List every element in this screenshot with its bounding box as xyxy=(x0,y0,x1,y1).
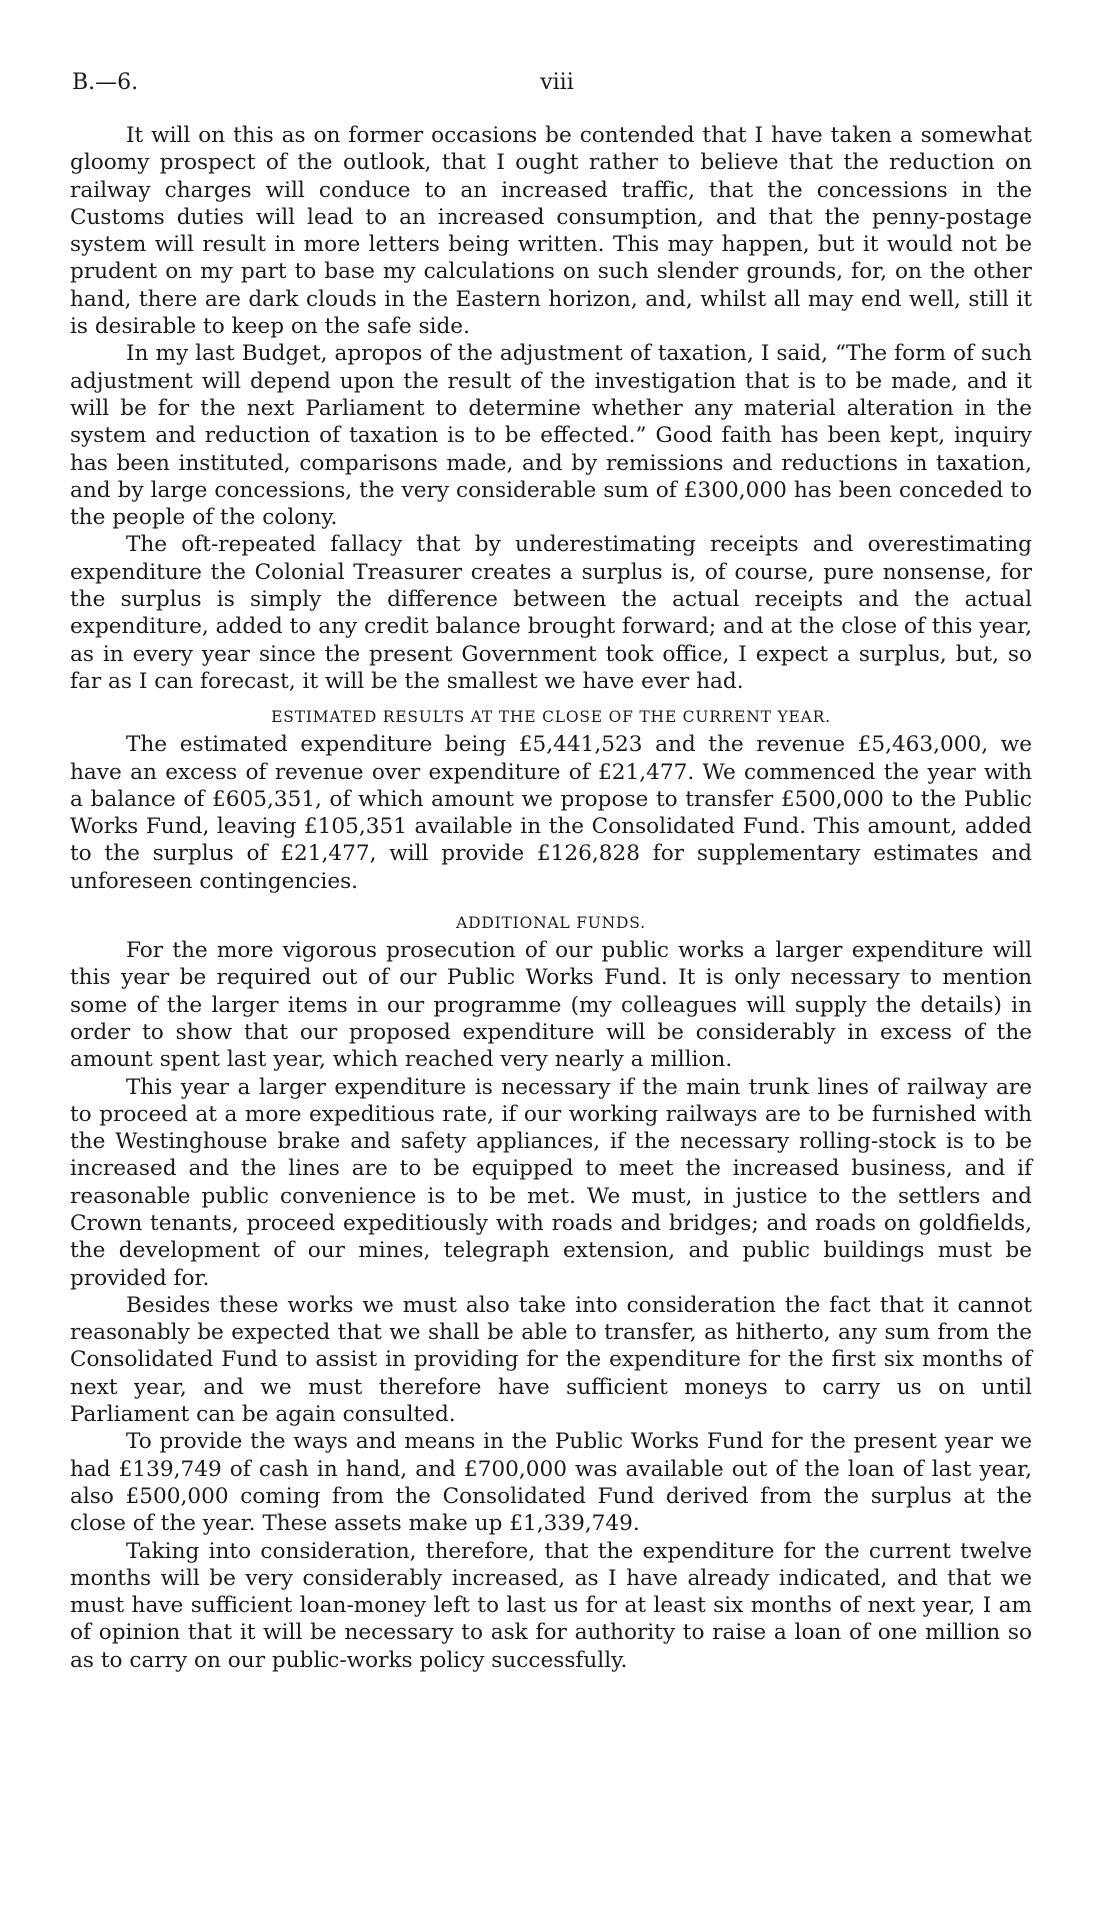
paragraph-estimated-results: The estimated expenditure being £5,441,523 and the revenue £5,463,000, we have an excess of revenue over expenditure of £21,477. We commenced the year with a balance of £605,351, of which amount we propose to transfer £500,000 to the Public Works Fund, leaving £105,351 available in the Consolidated Fund. This amount, added to the surplus of £21,477, will provide £126,828 for supplementary estimates and unforeseen contingencies. xyxy=(70,732,1032,894)
paragraph-public-works: For the more vigorous prosecution of our public works a larger expenditure will this year be required out of our Public Works Fund. It is only necessary to mention some of the larger items in our programme (my colleagues will supply the details) in order to show that our proposed expenditure will be considerably in excess of the amount spent last year, which reached very nearly a million. xyxy=(70,938,1032,1073)
page-header xyxy=(72,70,1042,100)
paragraph-ways-and-means: To provide the ways and means in the Public Works Fund for the present year we had £139,749 of cash in hand, and £700,000 was available out of the loan of last year, also £500,000 coming from the Consolidated Fund derived from the surplus at the close of the year. These assets make up £1,339,749. xyxy=(70,1429,1032,1537)
paragraph-outlook: It will on this as on former occasions be contended that I have taken a somewhat gloomy prospect of the outlook, that I ought rather to believe that the reduction on railway charges will conduce to an increased traffic, that the concessions in the Customs duties will lead to an increased consumption, and that the penny-postage system will result in more letters being written. This may happen, but it would not be prudent on my part to base my calculations on such slender grounds, for, on the other hand, there are dark clouds in the Eastern horizon, and, whilst all may end well, still it is desirable to keep on the safe side. xyxy=(70,123,1032,340)
paragraph-larger-expenditure: This year a larger expenditure is necessary if the main trunk lines of railway are to proceed at a more expeditious rate, if our working railways are to be furnished with the Westinghouse brake and safety appliances, if the necessary rolling-stock is to be increased and the lines are to be equipped to meet the increased business, and if reasonable public convenience is to be met. We must, in justice to the settlers and Crown tenants, proceed expeditiously with roads and bridges; and roads on goldfields, the development of our mines, telegraph extension, and public buildings must be provided for. xyxy=(70,1074,1032,1291)
page-number: viii xyxy=(540,70,574,95)
paragraph-consolidated-fund: Besides these works we must also take into consideration the fact that it cannot reasonably be expected that we shall be able to transfer, as hitherto, any sum from the Consolidated Fund to assist in providing for the expenditure for the first six months of next year, and we must therefore have sufficient moneys to carry us on until Parliament can be again consulted. xyxy=(70,1292,1032,1428)
section-heading-estimated-results: ESTIMATED RESULTS AT THE CLOSE OF THE CURRENT YEAR. xyxy=(271,708,831,727)
section-heading-additional-funds: ADDITIONAL FUNDS. xyxy=(456,914,646,933)
paragraph-loan-authority: Taking into consideration, therefore, that the expenditure for the current twelve months will be very considerably increased, as I have already indicated, and that we must have sufficient loan-money left to last us for at least six months of next year, I am of opinion that it will be necessary to ask for authority to raise a loan of one million so as to carry on our public-works policy successfully. xyxy=(70,1538,1032,1673)
paragraph-last-budget: In my last Budget, apropos of the adjustment of taxation, I said, “The form of such adjustment will depend upon the result of the investigation that is to be made, and it will be for the next Parliament to determine whether any material alteration in the system and reduction of taxation is to be effected.” Good faith has been kept, inquiry has been instituted, comparisons made, and by remissions and reductions in taxation, and by large concessions, the very considerable sum of £300,000 has been conceded to the people of the colony. xyxy=(70,341,1032,531)
paragraph-surplus-fallacy: The oft-repeated fallacy that by underestimating receipts and overestimating expenditure the Colonial Treasurer creates a surplus is, of course, pure nonsense, for the surplus is simply the difference between the actual receipts and the actual expenditure, added to any credit balance brought forward; and at the close of this year, as in every year since the present Government took office, I expect a surplus, but, so far as I can forecast, it will be the smallest we have ever had. xyxy=(70,532,1032,694)
document-reference: B.—6. xyxy=(72,70,139,95)
body-text xyxy=(70,122,1032,1674)
